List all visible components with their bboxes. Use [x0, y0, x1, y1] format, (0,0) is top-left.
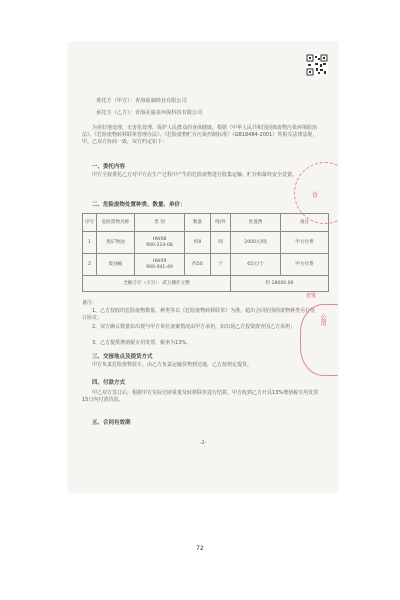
section-4-text: 甲乙双方签订后，根据甲方实际过磅重量及转移联单进行结算，甲方收到乙方开具13%增值税专用发票15日内付清货款。	[82, 390, 319, 403]
note-3: 3、乙方提供增值税专用发票，税率为13%。	[92, 340, 192, 346]
section-3-text: 甲方负责危险废物装车，由乙方负责运输货物到达地，乙方按规定提货。	[92, 362, 253, 368]
disposal-table	[82, 213, 329, 292]
seal-lower-text: 公司	[319, 314, 326, 326]
table-header-row	[83, 214, 329, 232]
note-2: 2、双方确认数量如出现与甲方单位备案情况由甲方承担，如出现乙方投资废弃因乙方承担；	[92, 324, 296, 330]
inner-page-marker: -2-	[199, 440, 207, 446]
notes-label: 备注：	[82, 300, 98, 306]
table-total-label: 全额合计（大写）：贰万捌仟元整	[83, 276, 231, 292]
table-cell: 65元/个	[231, 254, 281, 276]
table-cell: 甲方付费	[281, 232, 329, 254]
section-5-heading: 五、合同有效期	[92, 420, 131, 426]
table-header-cell: 序号	[83, 214, 97, 232]
document-page	[68, 42, 338, 492]
section-3-heading: 三、交接地点及提货方式	[92, 354, 153, 360]
seal-top-text: 吉宝	[306, 293, 317, 299]
table-cell: 个	[211, 254, 231, 276]
table-header-cell: 数量	[185, 214, 211, 232]
table-header-cell: 处置费	[231, 214, 281, 232]
table-cell: 废油桶	[97, 254, 135, 276]
table-cell: 2000元/吨	[231, 232, 281, 254]
note-1: 1、乙方按收的危险废物数量、种类等以《危险废物转移联单》为准，超出合同范围的废物种类另行签订协议；	[82, 308, 316, 321]
table-cell: 废矿物油	[97, 232, 135, 254]
qr-code-icon	[306, 54, 328, 76]
table-header-cell: 吨/件	[211, 214, 231, 232]
intro-paragraph: 为更好地处理，无害化处理，保护人民群众的身体健康，根据《中华人民共和国固体废物污染环境防治法》、《危险废物转移联单管理办法》、《危险废物贮存污染控制标准》（GB18484-2001）等相关法律法规，甲、乙双方协商一致，双方约定如下：	[82, 125, 318, 145]
table-total-value: 约 28000.00	[231, 276, 329, 292]
table-header-cell: 备注	[281, 214, 329, 232]
table-row	[83, 232, 329, 254]
table-cell: 1	[83, 232, 97, 254]
table-header-cell: 类 别	[135, 214, 185, 232]
contractor-line: 承托方（乙方）：青海美浦美环保科技有限公司	[96, 110, 203, 116]
table-header-cell: 危险废物名称	[97, 214, 135, 232]
table-row	[83, 254, 329, 276]
page-number: 72	[196, 545, 204, 552]
client-line: 委托方（甲方）：青海盐湖镁业有限公司	[96, 98, 187, 104]
section-1-text: 甲方全权委托乙方对甲方在生产过程中产生的危险废物进行收集运输、贮存和最终安全处置。	[92, 172, 298, 178]
table-cell: 约8	[185, 232, 211, 254]
table-cell: HW08 900-214-08	[135, 232, 185, 254]
table-cell: 吨	[211, 232, 231, 254]
section-2-heading: 二、危险废物处置种类、数量、单价：	[92, 202, 186, 208]
table-cell: 2	[83, 254, 97, 276]
section-1-heading: 一、委托内容	[92, 164, 126, 170]
seal-upper-text: 合	[312, 192, 319, 199]
table-total-row	[83, 276, 329, 292]
table-cell: 甲方付费	[281, 254, 329, 276]
section-4-heading: 四、付款方式	[92, 380, 126, 386]
table-cell: 约50	[185, 254, 211, 276]
table-cell: HW49 900-041-49	[135, 254, 185, 276]
